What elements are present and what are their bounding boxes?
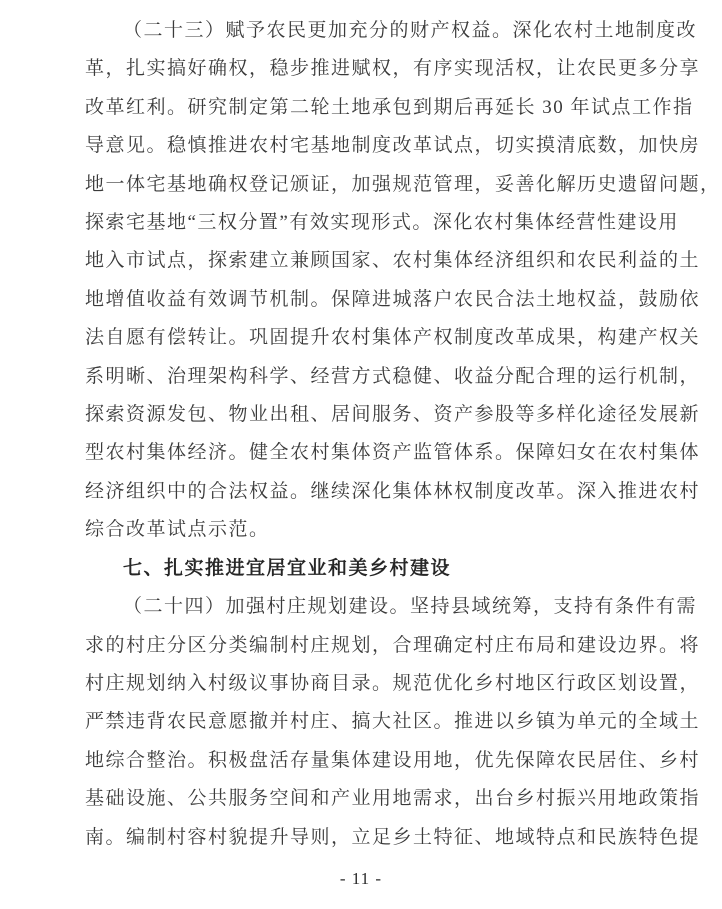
- paragraph-23-line: 法自愿有偿转让。巩固提升农村集体产权制度改革成果，构建产权关: [85, 327, 701, 349]
- paragraph-24-line: 严禁违背农民意愿撤并村庄、搞大社区。推进以乡镇为单元的全域土: [85, 711, 701, 733]
- paragraph-24-line: （二十四）加强村庄规划建设。坚持县域统筹，支持有条件有需: [123, 596, 698, 618]
- paragraph-24-line: 地综合整治。积极盘活存量集体建设用地，优先保障农民居住、乡村: [85, 749, 701, 771]
- paragraph-23-line: 革，扎实搞好确权，稳步推进赋权，有序实现活权，让农民更多分享: [85, 58, 701, 80]
- paragraph-23-line: 经济组织中的合法权益。继续深化集体林权制度改革。深入推进农村: [85, 480, 701, 502]
- paragraph-23-line: 探索资源发包、物业出租、居间服务、资产参股等多样化途径发展新: [85, 404, 701, 426]
- paragraph-23-line: 探索宅基地“三权分置”有效实现形式。深化农村集体经营性建设用: [85, 212, 679, 234]
- document-body: [85, 12, 721, 857]
- paragraph-24-line: 求的村庄分区分类编制村庄规划，合理确定村庄布局和建设边界。将: [85, 634, 701, 656]
- paragraph-23-line: 地入市试点，探索建立兼顾国家、农村集体经济组织和农民利益的土: [85, 250, 701, 272]
- section-7-heading: 七、扎实推进宜居宜业和美乡村建设: [123, 557, 452, 579]
- paragraph-23-line: （二十三）赋予农民更加充分的财产权益。深化农村土地制度改: [123, 20, 698, 41]
- paragraph-23-line: 地增值收益有效调节机制。保障进城落户农民合法土地权益，鼓励依: [85, 288, 701, 310]
- paragraph-23-line: 导意见。稳慎推进农村宅基地制度改革试点，切实摸清底数，加快房: [85, 135, 701, 157]
- paragraph-23-line: 地一体宅基地确权登记颁证，加强规范管理，妥善化解历史遗留问题，: [85, 173, 721, 195]
- page-number: - 11 -: [339, 869, 383, 888]
- paragraph-23-line: 型农村集体经济。健全农村集体资产监管体系。保障妇女在农村集体: [85, 442, 701, 464]
- paragraph-23-line: 综合改革试点示范。: [85, 519, 270, 541]
- paragraph-24-line: 南。编制村容村貌提升导则，立足乡土特征、地域特点和民族特色提: [85, 826, 701, 848]
- paragraph-23-line: 系明晰、治理架构科学、经营方式稳健、收益分配合理的运行机制，: [85, 365, 701, 387]
- paragraph-24-line: 基础设施、公共服务空间和产业用地需求，出台乡村振兴用地政策指: [85, 788, 701, 810]
- paragraph-24-line: 村庄规划纳入村级议事协商目录。规范优化乡村地区行政区划设置，: [85, 672, 701, 694]
- paragraph-23-line: 改革红利。研究制定第二轮土地承包到期后再延长 30 年试点工作指: [85, 96, 694, 118]
